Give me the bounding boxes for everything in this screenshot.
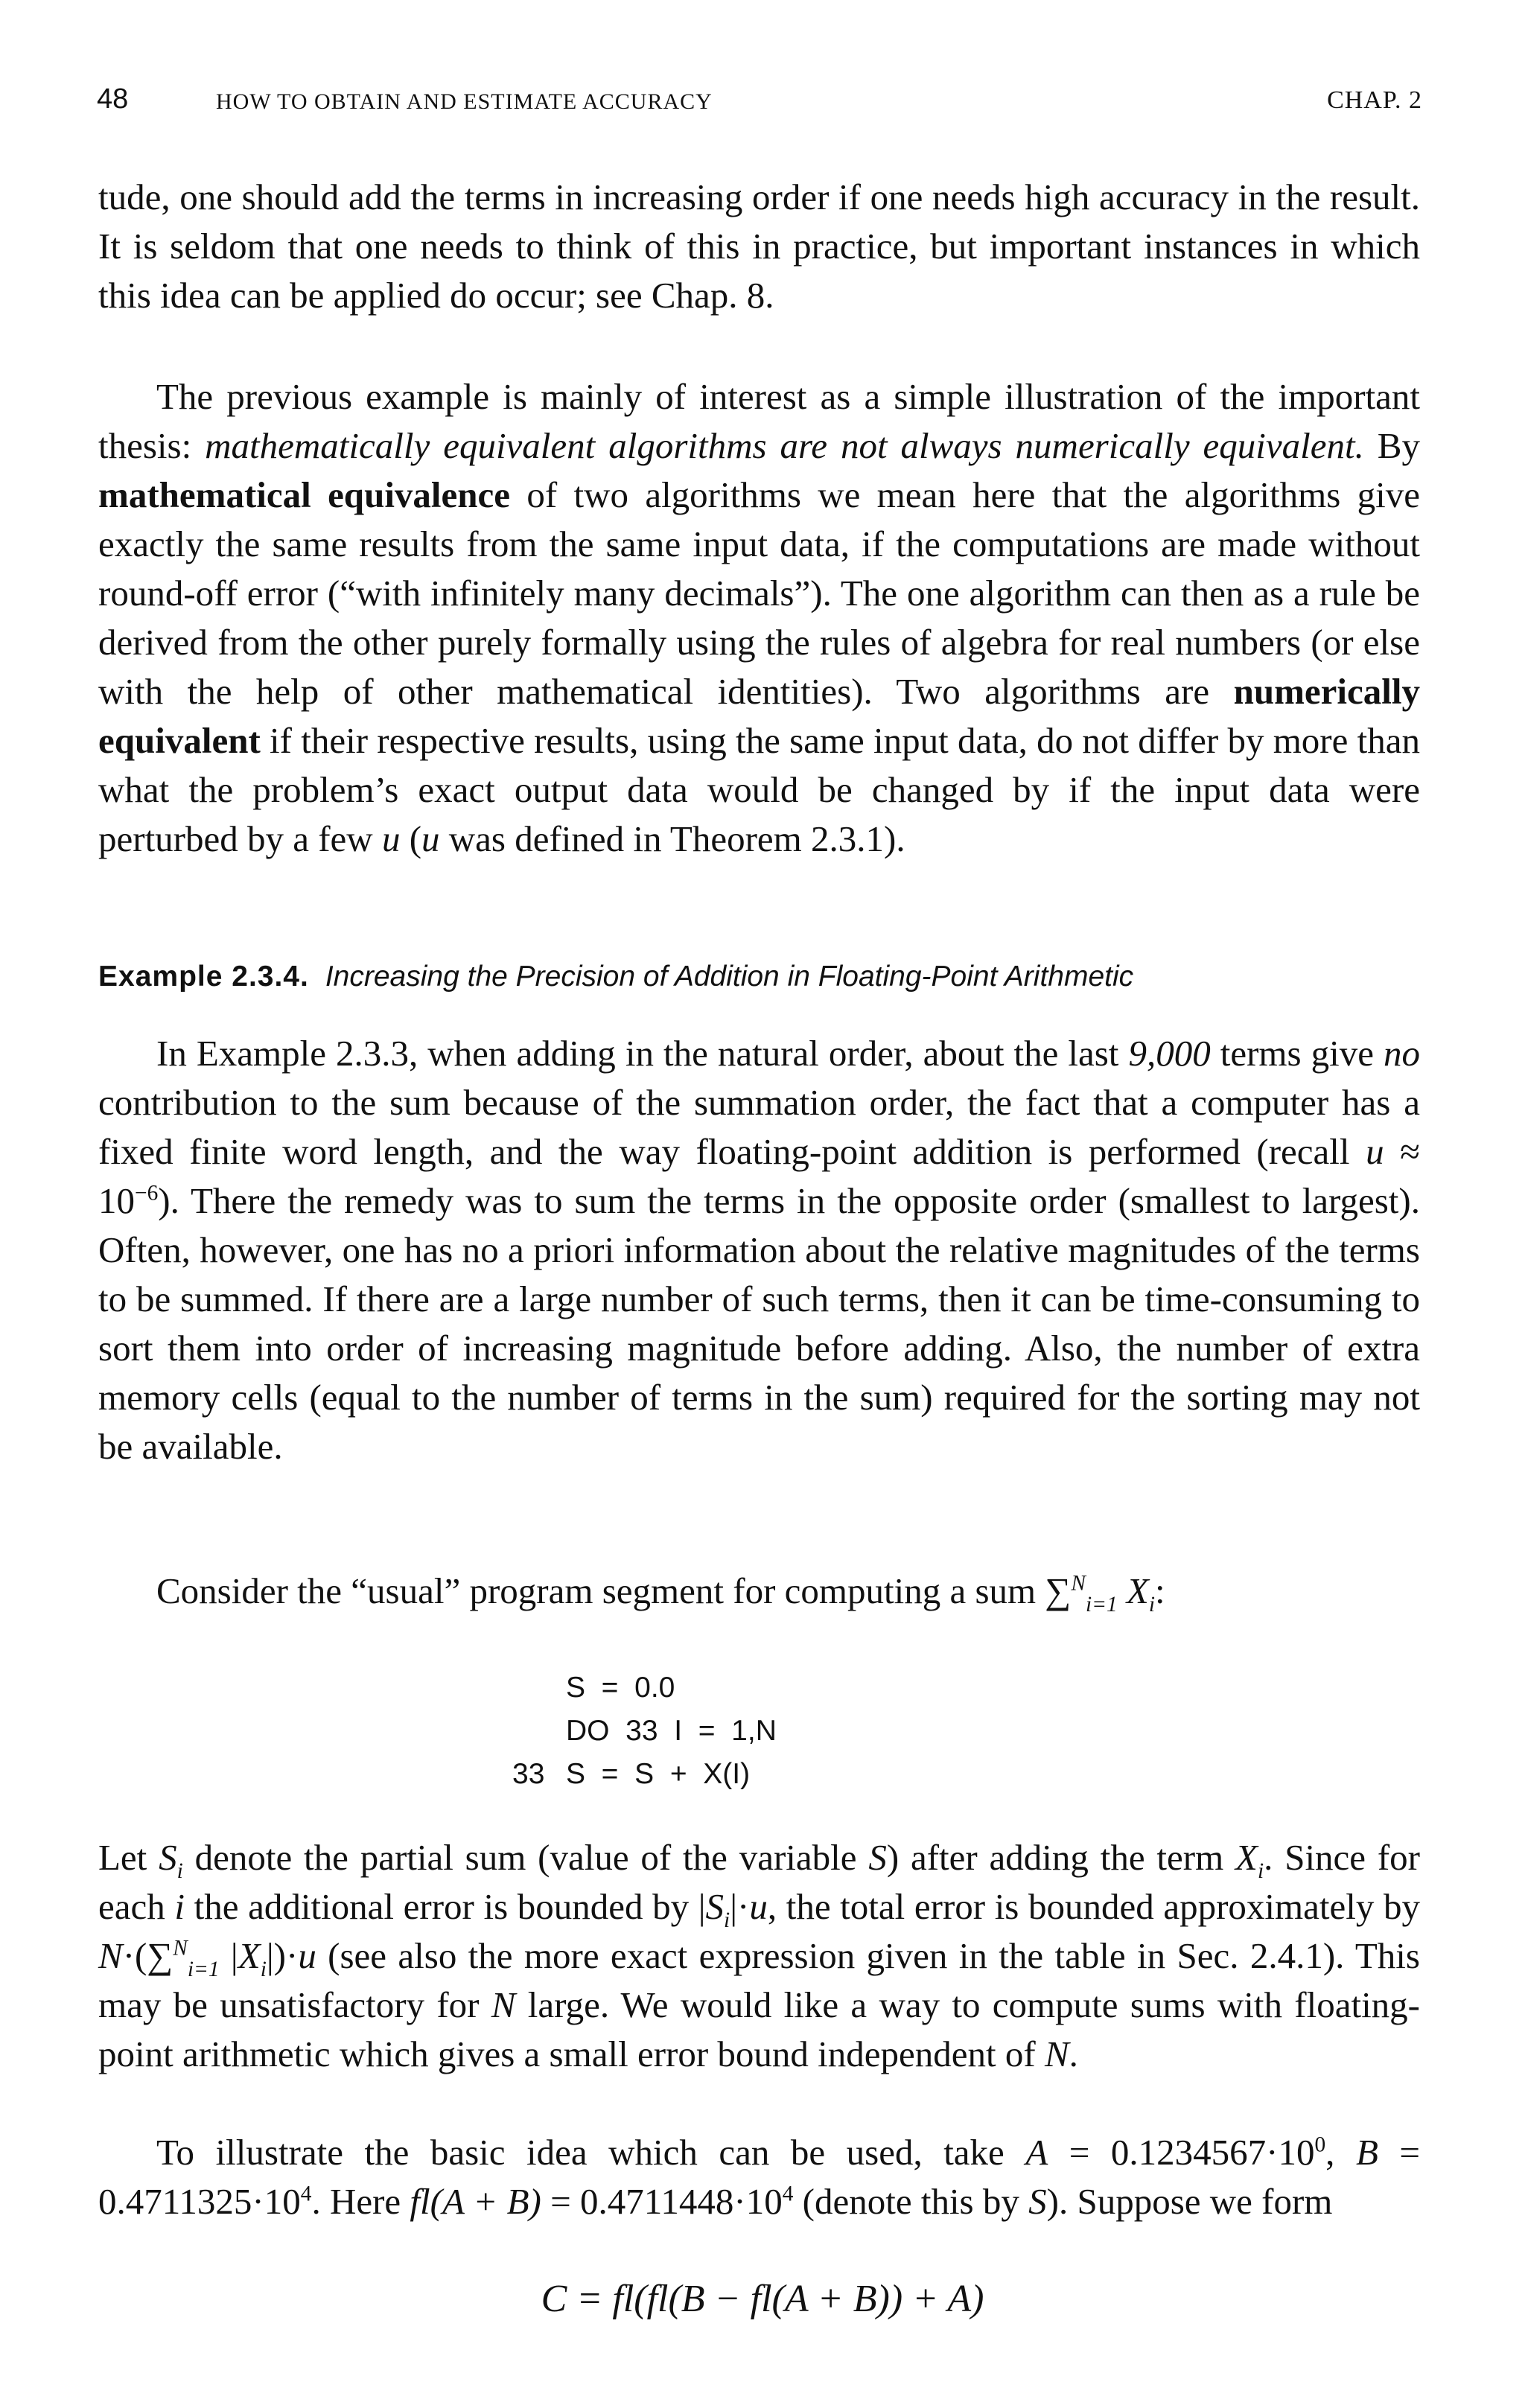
- example-title: Increasing the Precision of Addition in Floating-Point Arithmetic: [325, 961, 1134, 993]
- code-line: DO 33 I = 1,N: [566, 1715, 777, 1747]
- paragraph-continuation: tude, one should add the terms in increasing order if one needs high accuracy in the result. It is seldom that one needs to think of this in practice, but important instances in which this idea can be applied do occur; see Chap. 8.: [98, 176, 1420, 316]
- paragraph-program-intro: Consider the “usual” program segment for computing a sum ∑$^N_{i=1}$ $X_i$:: [156, 1570, 1165, 1617]
- paragraph-example: In Example 2.3.3, when adding in the natural order, about the last 9,000 terms give no contribution to the sum because of the summation order, the fact that a computer has a fixed finite word length, and the way floating-point addition is performed (recall $u \approx 10^{-6}$). There the remedy was to sum the terms in the opposite order (smallest to largest). Often, however, one has no a priori information about the relative magnitudes of the terms to be summed. If there are a large number of such terms, then it can be time-consuming to sort them into order of increasing magnitude before adding. Also, the number of extra memory cells (equal to the number of terms in the sum) required for the sorting may not be available.: [98, 1033, 1420, 1467]
- thesis-text: mathematically equivalent algorithms are not always numerically equivalent.: [205, 425, 1364, 466]
- paragraph-partial-sums: Let $S_i$ denote the partial sum (value of the variable S) after adding the term $X_i$. Since for each i the additional error is bounded by $|S_i|\cdot u$, the total error is bounded approximately by N·(∑$^N_{i=1}$ $|X_i|)\cdot u$ (see also the more exact expression given in the table in Sec. 2.4.1). This may be unsatisfactory for N large. We would like a way to compute sums with floating-point arithmetic which gives a small error bound independent of N.: [98, 1837, 1421, 2074]
- display-formula: C = fl(fl(B − fl(A + B)) + A): [541, 2278, 984, 2320]
- code-line: 33 S = S + X(I): [512, 1758, 751, 1790]
- chapter-label: CHAP. 2: [1327, 86, 1422, 114]
- term-mathematical-equivalence: mathematical equivalence: [98, 474, 511, 515]
- term-numerical-equivalence: numerically equivalent: [98, 671, 1420, 761]
- code-line: S = 0.0: [566, 1672, 675, 1704]
- example-heading: [98, 961, 1133, 993]
- paragraph-illustration: To illustrate the basic idea which can be used, take $A = 0.1234567\cdot 10^0$, $B = 0.4711325\cdot 10^4$. Here $fl(A + B) = 0.4711448\cdot 10^4$ (denote this by S). Suppose we form: [98, 2132, 1421, 2222]
- paragraph-equivalence: The previous example is mainly of interest as a simple illustration of the important thesis: mathematically equivalent algorithms are not always numerically equivalent. By mathematical equivalence of two algorithms we mean here that the algorithms give exactly the same results from the same input data, if the computations are made without round-off error (“with infinitely many decimals”). The one algorithm can then as a rule be derived from the other purely formally using the rules of algebra for real numbers (or else with the help of other mathematical identities). Two algorithms are numerically equivalent if their respective results, using the same input data, do not differ by more than what the problem’s exact output data would be changed by if the input data were perturbed by a few u (u was defined in Theorem 2.3.1).: [98, 376, 1420, 859]
- page-header: [97, 83, 1422, 136]
- example-label: Example 2.3.4.: [98, 961, 309, 993]
- code-listing: [512, 1666, 777, 1796]
- running-title: HOW TO OBTAIN AND ESTIMATE ACCURACY: [216, 89, 713, 114]
- page-number: 48: [97, 83, 129, 115]
